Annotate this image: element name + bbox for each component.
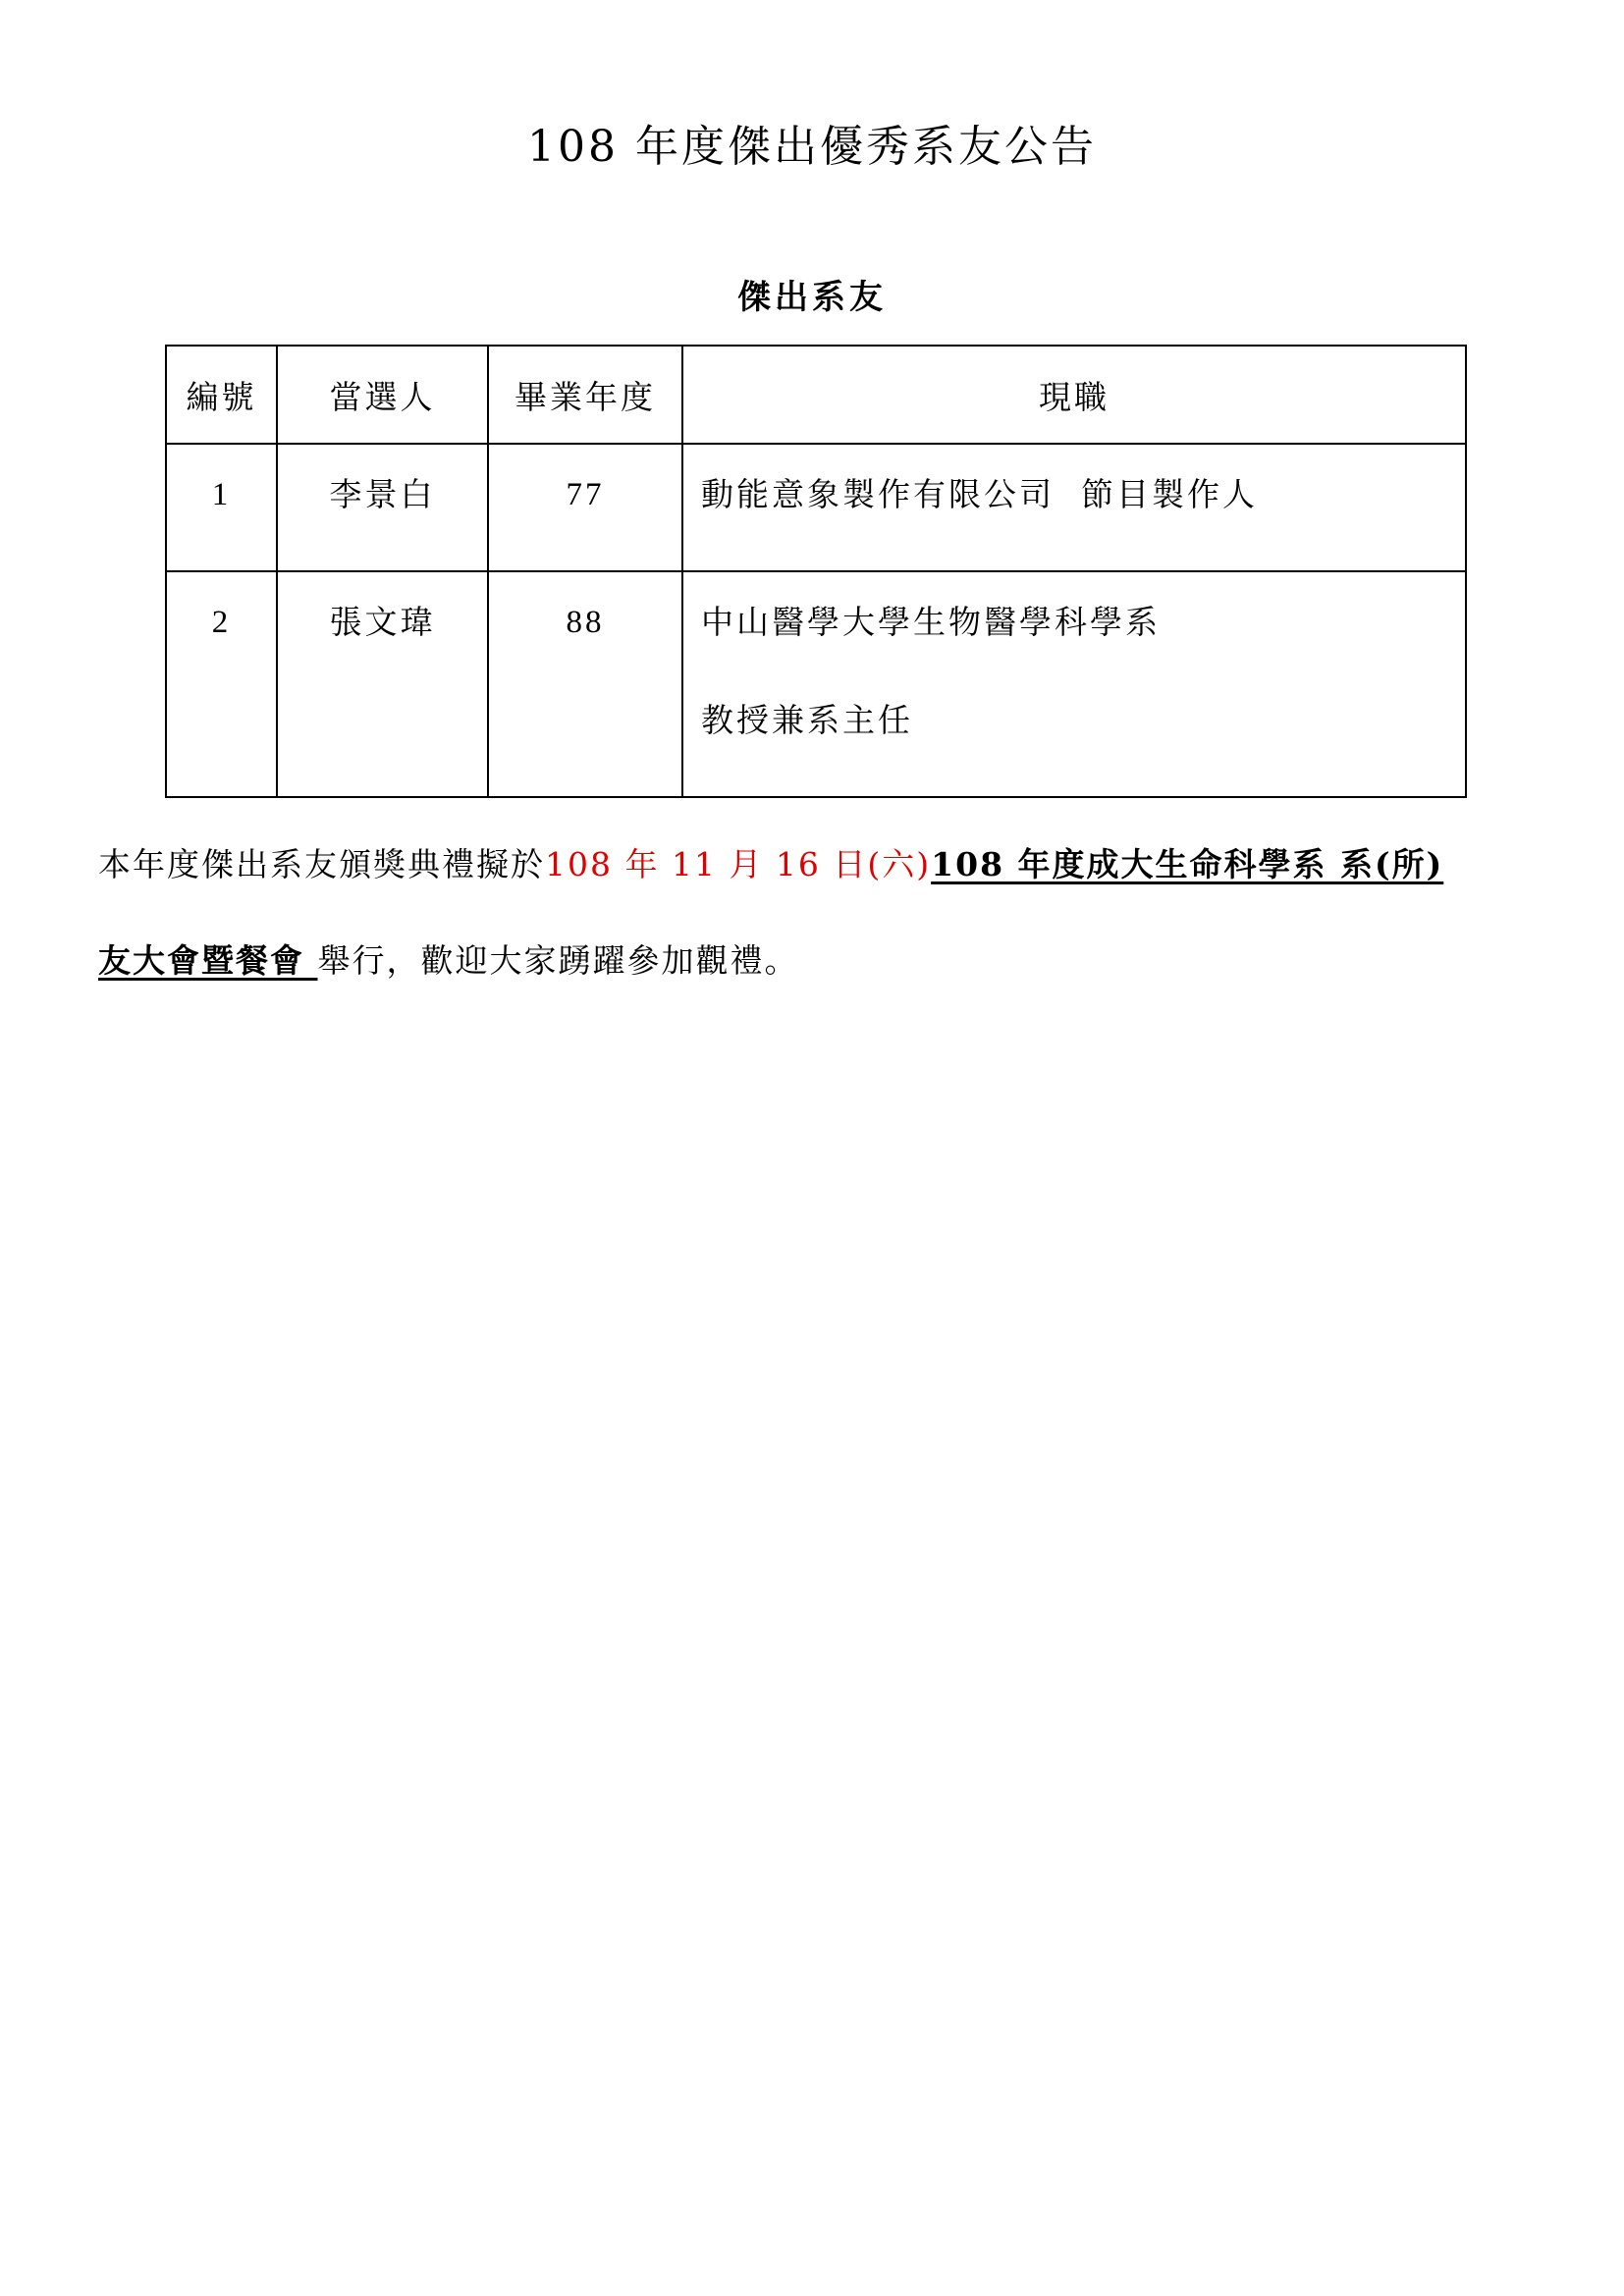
header-name: 當選人 <box>277 346 488 444</box>
cell-number: 2 <box>166 571 277 797</box>
cell-current-position <box>682 571 1466 797</box>
document-title: 108 年度傑出優秀系友公告 <box>527 122 1097 172</box>
notice-event-name-continued: 友大會暨餐會 <box>98 941 318 980</box>
position-line-1: 中山醫學大學生物醫學科學系 <box>701 603 1161 641</box>
notice-intro: 本年度傑出系友頒獎典禮擬於 <box>98 845 545 883</box>
cell-current-position <box>682 444 1466 571</box>
cell-name: 李景白 <box>277 444 488 571</box>
position-line-2: 教授兼系主任 <box>701 701 913 739</box>
notice-date: 108 年 11 月 16 日(六) <box>545 845 932 883</box>
table-header-row <box>166 346 1466 444</box>
header-graduation-year: 畢業年度 <box>488 346 682 444</box>
cell-number: 1 <box>166 444 277 571</box>
ceremony-notice <box>98 817 1532 1009</box>
table-row <box>166 444 1466 571</box>
notice-line-1 <box>98 817 1532 913</box>
notice-event-name: 108 年度成大生命科學系 系(所) <box>931 845 1444 883</box>
header-current-position: 現職 <box>682 346 1466 444</box>
notice-line-2 <box>98 913 1532 1009</box>
header-number: 編號 <box>166 346 277 444</box>
cell-graduation-year: 88 <box>488 571 682 797</box>
cell-name: 張文瑋 <box>277 571 488 797</box>
cell-graduation-year: 77 <box>488 444 682 571</box>
table-row <box>166 571 1466 797</box>
section-title: 傑出系友 <box>737 278 887 317</box>
winners-table <box>165 345 1467 798</box>
position-line-1: 動能意象製作有限公司 節目製作人 <box>701 475 1258 513</box>
notice-closing: 舉行，歡迎大家踴躍參加觀禮。 <box>317 941 799 980</box>
